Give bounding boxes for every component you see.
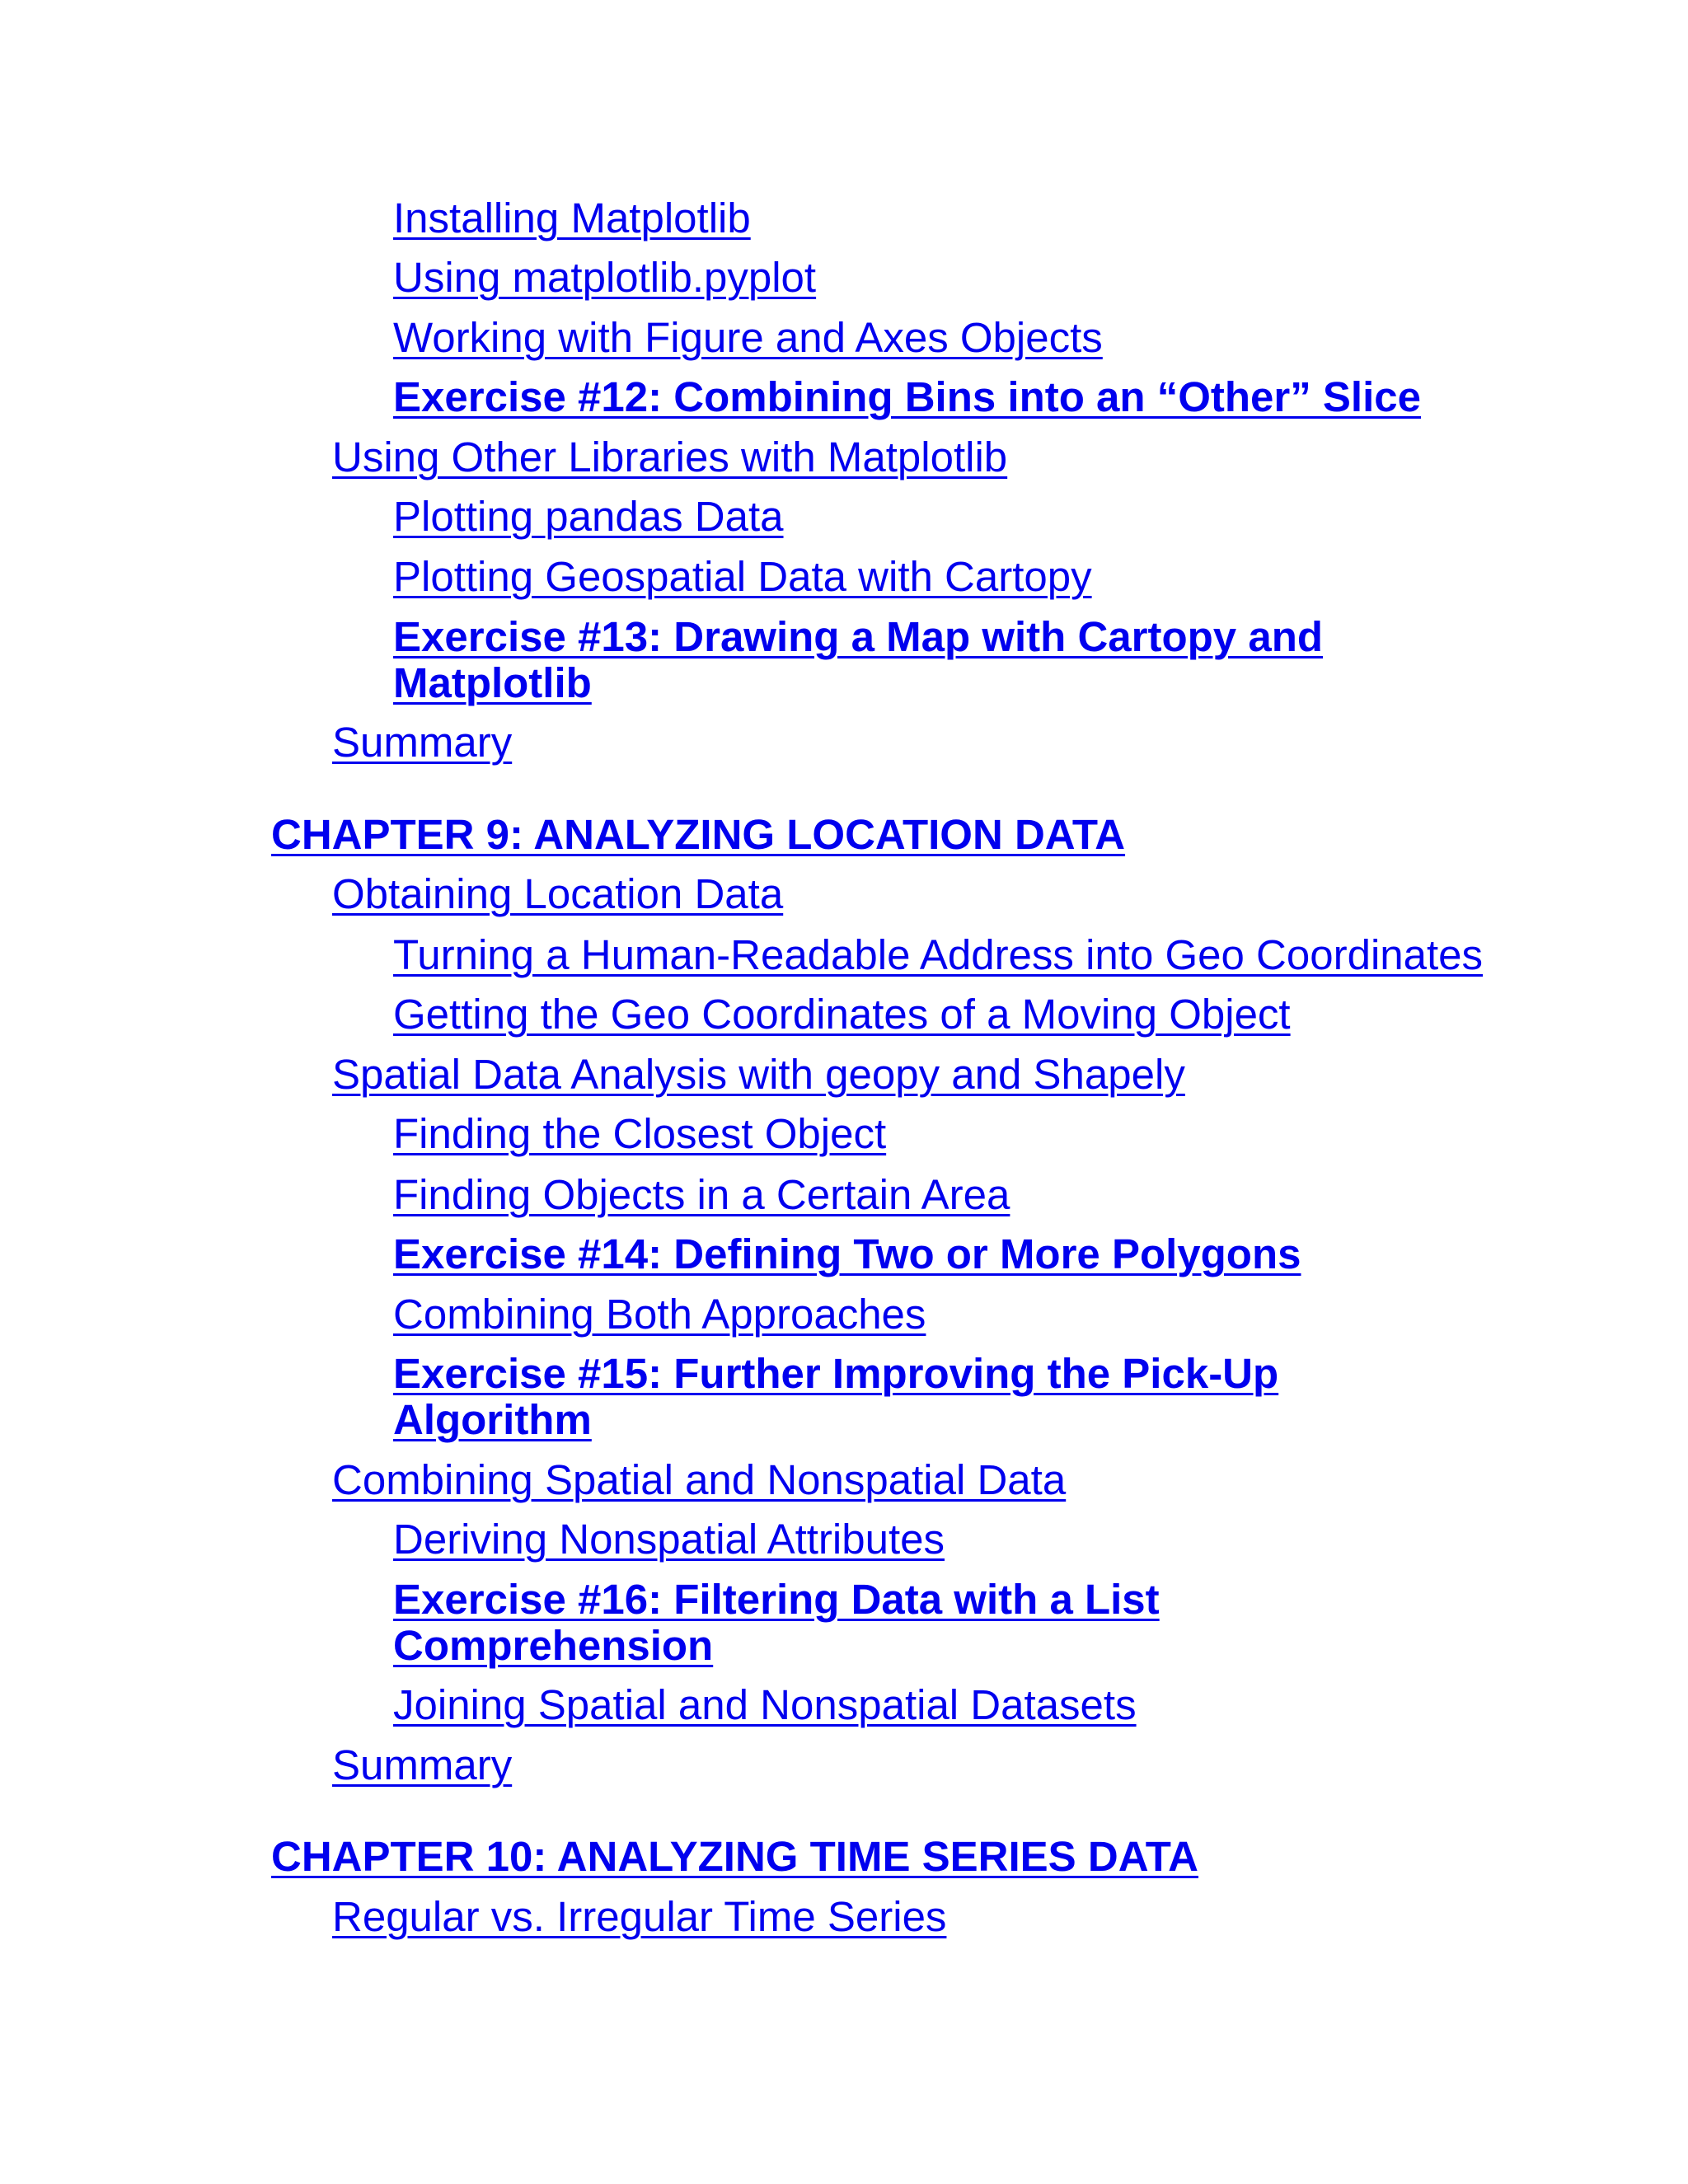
toc-link-joining-datasets[interactable]: Joining Spatial and Nonspatial Datasets [393, 1681, 1137, 1728]
toc-link-chapter-10[interactable]: CHAPTER 10: ANALYZING TIME SERIES DATA [271, 1833, 1198, 1880]
toc-link-chapter-9[interactable]: CHAPTER 9: ANALYZING LOCATION DATA [271, 811, 1126, 858]
toc-link-regular-irregular[interactable]: Regular vs. Irregular Time Series [332, 1893, 947, 1940]
toc-link-moving-object[interactable]: Getting the Geo Coordinates of a Moving Object [393, 991, 1291, 1038]
toc-link-exercise-12[interactable]: Exercise #12: Combining Bins into an “Other” Slice [393, 373, 1421, 420]
toc-link-plotting-geospatial[interactable]: Plotting Geospatial Data with Cartopy [393, 553, 1092, 600]
toc-link-exercise-14[interactable]: Exercise #14: Defining Two or More Polygons [393, 1230, 1301, 1277]
toc-link-using-matplotlib-pyplot[interactable]: Using matplotlib.pyplot [393, 254, 817, 301]
toc-link-plotting-pandas[interactable]: Plotting pandas Data [393, 493, 784, 540]
toc-link-both-approaches[interactable]: Combining Both Approaches [393, 1291, 926, 1338]
toc-link-nonspatial-attributes[interactable]: Deriving Nonspatial Attributes [393, 1516, 945, 1563]
toc-link-obtaining-location-data[interactable]: Obtaining Location Data [332, 870, 784, 917]
toc-link-summary-ch8[interactable]: Summary [332, 719, 513, 766]
toc-link-human-readable-address[interactable]: Turning a Human-Readable Address into Geo Coordinates [393, 931, 1484, 978]
toc-link-exercise-16[interactable]: Exercise #16: Filtering Data with a List Comprehension [393, 1576, 1160, 1669]
toc-link-exercise-15[interactable]: Exercise #15: Further Improving the Pick-Up Algorithm [393, 1350, 1279, 1443]
toc-link-exercise-13[interactable]: Exercise #13: Drawing a Map with Cartopy and Matplotlib [393, 613, 1324, 706]
toc-link-spatial-analysis[interactable]: Spatial Data Analysis with geopy and Shapely [332, 1051, 1185, 1098]
toc-link-installing-matplotlib[interactable]: Installing Matplotlib [393, 194, 751, 241]
toc-link-spatial-nonspatial[interactable]: Combining Spatial and Nonspatial Data [332, 1456, 1067, 1503]
toc-link-other-libraries[interactable]: Using Other Libraries with Matplotlib [332, 434, 1008, 480]
toc-link-figure-axes-objects[interactable]: Working with Figure and Axes Objects [393, 314, 1103, 361]
toc-link-certain-area[interactable]: Finding Objects in a Certain Area [393, 1171, 1010, 1218]
toc-link-closest-object[interactable]: Finding the Closest Object [393, 1110, 887, 1157]
toc-link-summary-ch9[interactable]: Summary [332, 1741, 513, 1788]
